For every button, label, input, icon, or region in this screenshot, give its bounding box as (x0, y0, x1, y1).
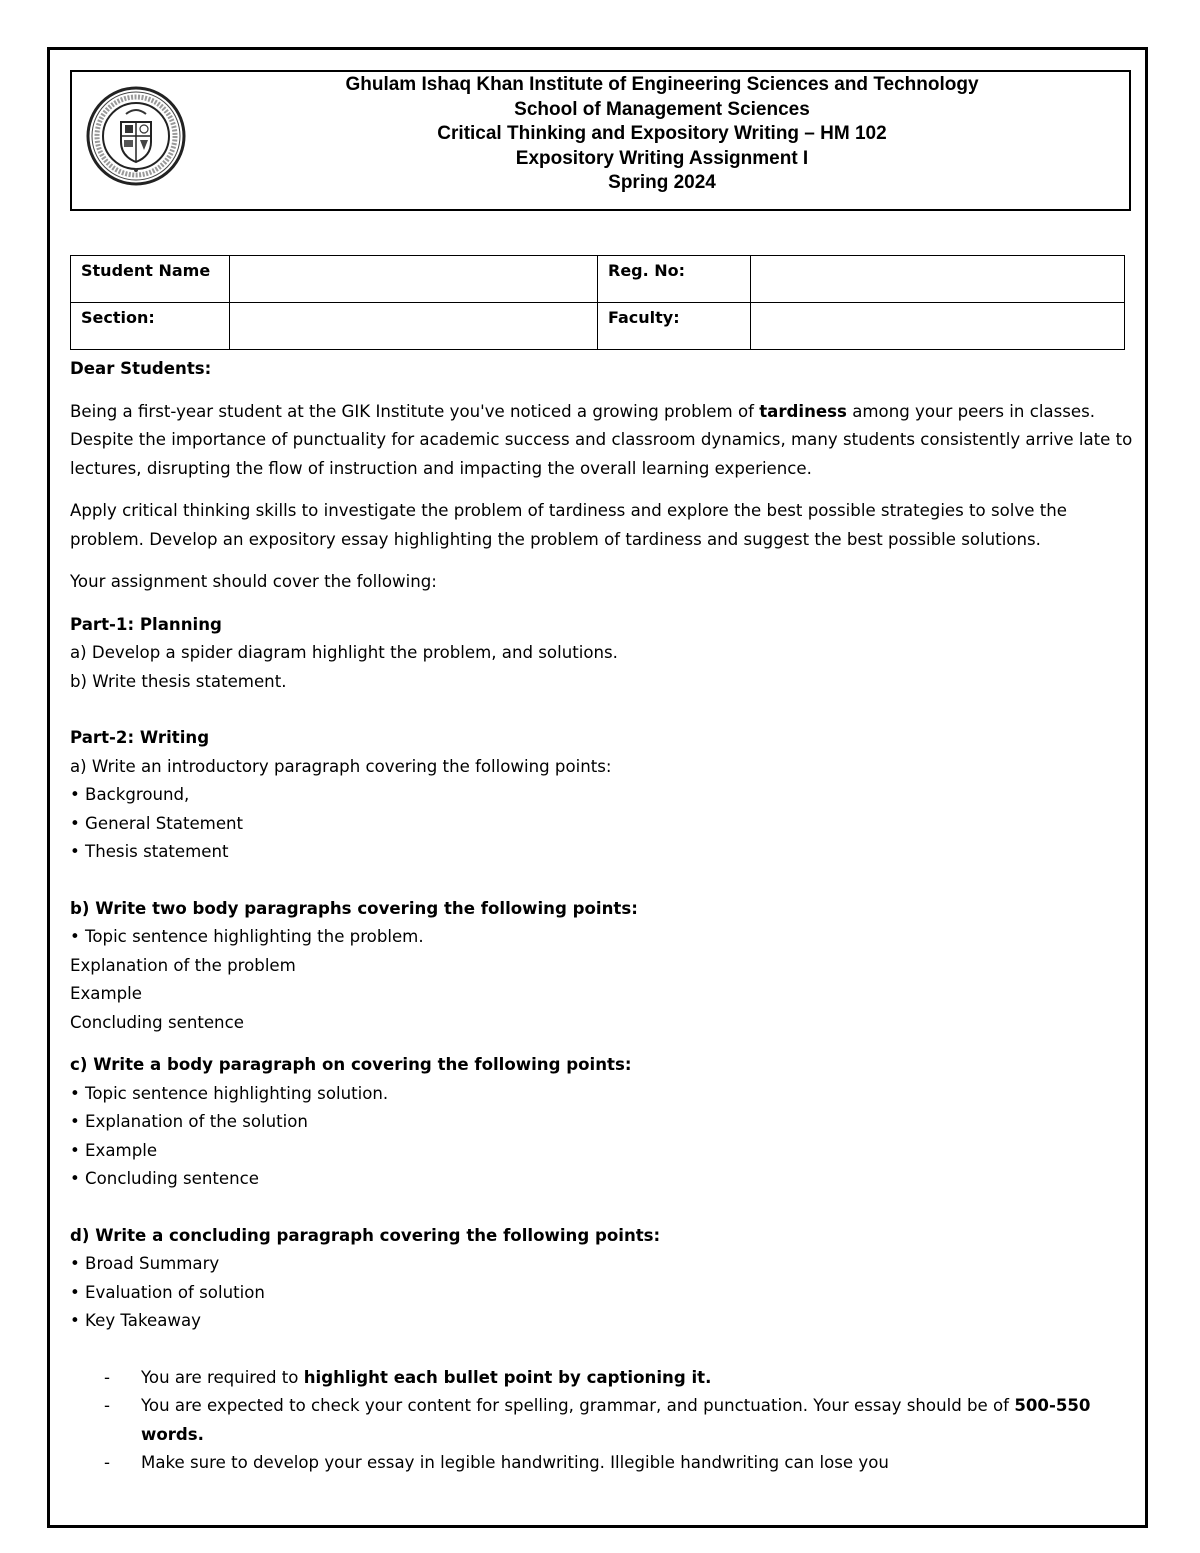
school-name: School of Management Sciences (514, 98, 810, 120)
table-row (71, 256, 1125, 303)
list-item: • Example (70, 1140, 158, 1160)
reg-no-field[interactable] (751, 256, 1125, 303)
assignment-title: Expository Writing Assignment I (515, 147, 809, 169)
list-item: • Explanation of the solution (70, 1112, 308, 1131)
student-info-table (70, 255, 1125, 350)
list-item: • Topic sentence highlighting the problem. (70, 927, 424, 946)
list-item: • General Statement (70, 813, 244, 833)
list-item: • Topic sentence highlighting solution. (70, 1083, 389, 1103)
student-name-label: Student Name (71, 256, 230, 303)
section-a-heading: a) Write an introductory paragraph covering the following points: (70, 756, 612, 776)
list-item: • Thesis statement (70, 842, 229, 861)
institute-name: Ghulam Ishaq Khan Institute of Engineering Sciences and Technology (345, 74, 979, 95)
faculty-field[interactable] (751, 303, 1125, 350)
list-item: • Key Takeaway (70, 1311, 201, 1330)
course-title: Critical Thinking and Expository Writing – HM 102 (437, 123, 887, 144)
section-b-heading: b) Write two body paragraphs covering the following points: (70, 898, 638, 918)
term: Spring 2024 (608, 172, 716, 193)
section-d-heading: d) Write a concluding paragraph covering the following points: (70, 1225, 661, 1245)
paragraph-task: Apply critical thinking skills to investigate the problem of tardiness and explore the best possible strategies to solve the problem. Develop an expository essay highlighting the problem of tardiness and suggest the best possible solutions. (70, 501, 1067, 549)
list-item: - You are required to highlight each bullet point by captioning it. (104, 1367, 712, 1387)
list-item: - You are expected to check your content for spelling, grammar, and punctuation. Your essay should be of 500-550 words. (104, 1396, 1091, 1444)
salutation: Dear Students: (70, 359, 212, 378)
student-name-field[interactable] (230, 256, 598, 303)
requirements-list (70, 1364, 1134, 1478)
reg-no-label: Reg. No: (598, 256, 751, 303)
list-item: - Make sure to develop your essay in legible handwriting. Illegible handwriting can lose you (104, 1453, 889, 1472)
institute-seal-logo (86, 84, 186, 188)
list-item: • Concluding sentence (70, 1169, 259, 1188)
assignment-body (70, 355, 1134, 1478)
section-field[interactable] (230, 303, 598, 350)
part1-heading: Part-1: Planning (70, 614, 222, 634)
list-item: b) Write thesis statement. (70, 671, 287, 691)
list-item: • Broad Summary (70, 1254, 220, 1273)
coverage-intro: Your assignment should cover the following: (70, 572, 437, 591)
list-item: a) Develop a spider diagram highlight the problem, and solutions. (70, 643, 618, 662)
list-item: Concluding sentence (70, 1012, 244, 1032)
section-c-heading: c) Write a body paragraph on covering the following points: (70, 1055, 632, 1074)
faculty-label: Faculty: (598, 303, 751, 350)
list-item: • Evaluation of solution (70, 1282, 265, 1302)
list-item: Explanation of the problem (70, 955, 296, 975)
part2-heading: Part-2: Writing (70, 728, 210, 747)
section-label: Section: (71, 303, 230, 350)
table-row (71, 303, 1125, 350)
list-item: • Background, (70, 785, 190, 804)
list-item: Example (70, 984, 142, 1003)
document-header (200, 73, 1124, 196)
paragraph-intro: Being a first-year student at the GIK Institute you've noticed a growing problem of tardiness among your peers in classes. Despite the importance of punctuality for academic success and classroom dynamics, many students consistently arrive late to lectures, disrupting the flow of instruction and impacting the overall learning experience. (70, 401, 1133, 478)
